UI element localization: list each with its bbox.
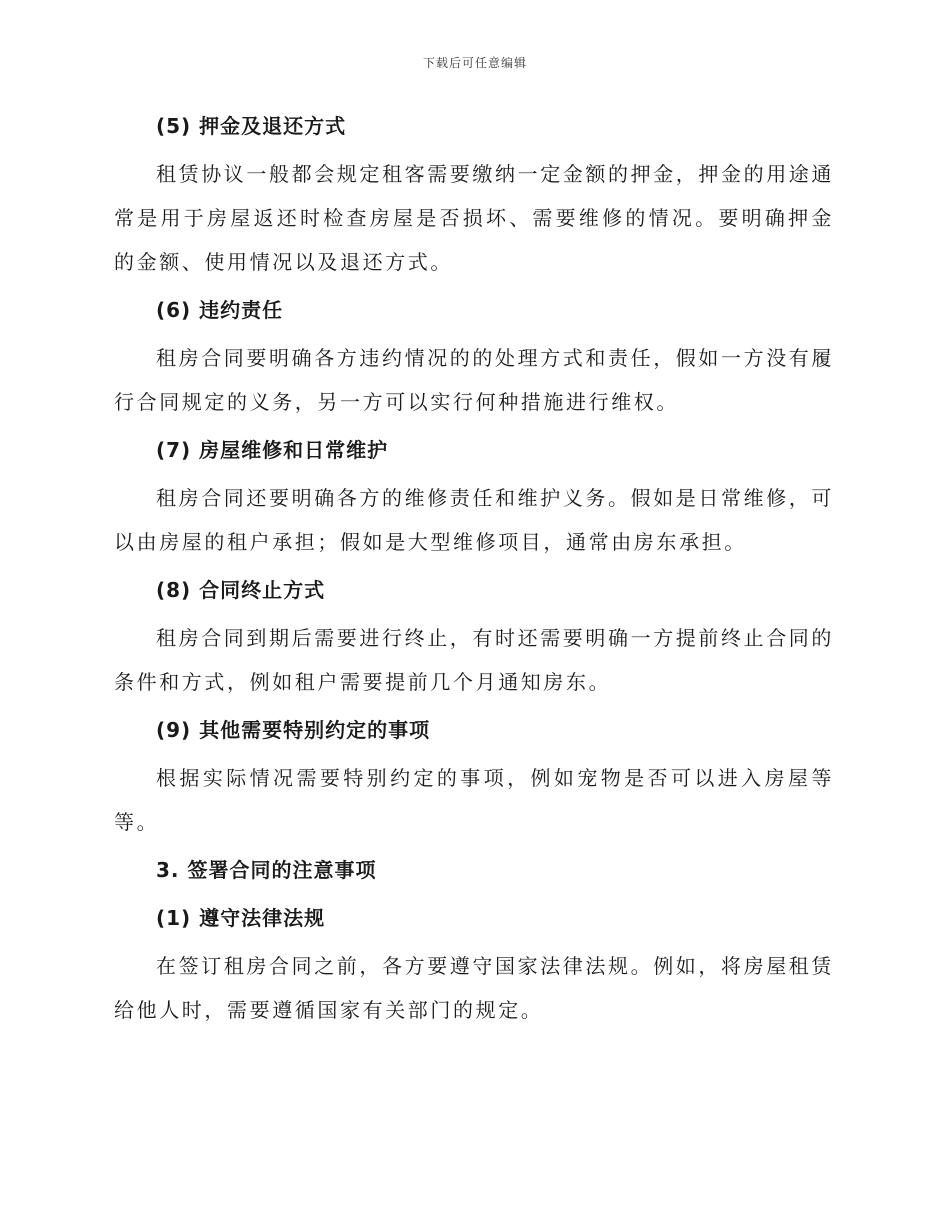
section-body-laws: 在签订租房合同之前，各方要遵守国家法律法规。例如，将房屋租赁给他人时，需要遵循国家有关部门的规定。 — [114, 954, 834, 1022]
section-heading-laws: (1) 遵守法律法规 — [156, 906, 326, 930]
section-heading-liability: (6) 违约责任 — [156, 298, 284, 322]
section-heading-maintenance: (7) 房屋维修和日常维护 — [156, 438, 389, 462]
section-body-deposit: 租赁协议一般都会规定租客需要缴纳一定金额的押金，押金的用途通常是用于房屋返还时检查房屋是否损坏、需要维修的情况。要明确押金的金额、使用情况以及退还方式。 — [114, 162, 834, 274]
section-heading-signing-notes: 3. 签署合同的注意事项 — [156, 858, 377, 882]
section-heading-deposit: (5) 押金及退还方式 — [156, 114, 347, 138]
section-heading-other: (9) 其他需要特别约定的事项 — [156, 718, 431, 742]
section-body-liability: 租房合同要明确各方违约情况的的处理方式和责任，假如一方没有履行合同规定的义务，另一方可以实行何种措施进行维权。 — [114, 346, 834, 414]
section-heading-termination: (8) 合同终止方式 — [156, 578, 326, 602]
header-note: 下载后可任意编辑 — [422, 56, 527, 70]
section-body-maintenance: 租房合同还要明确各方的维修责任和维护义务。假如是日常维修，可以由房屋的租户承担；假如是大型维修项目，通常由房东承担。 — [114, 486, 834, 554]
document-body — [114, 104, 834, 1036]
section-body-other: 根据实际情况需要特别约定的事项，例如宠物是否可以进入房屋等等。 — [114, 766, 834, 834]
section-body-termination: 租房合同到期后需要进行终止，有时还需要明确一方提前终止合同的条件和方式，例如租户需要提前几个月通知房东。 — [114, 626, 834, 694]
